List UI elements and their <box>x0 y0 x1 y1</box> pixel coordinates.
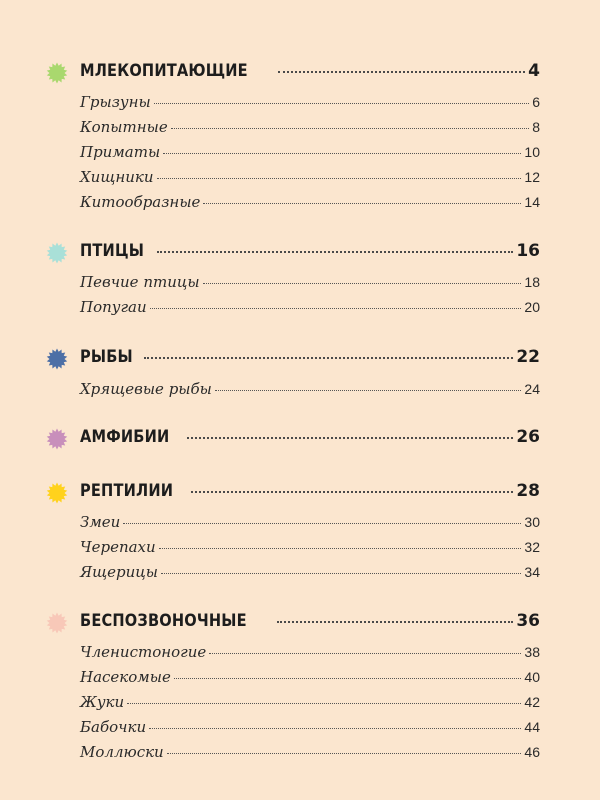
toc-entry[interactable] <box>80 513 540 531</box>
toc-entry[interactable] <box>80 143 540 161</box>
badge-shape <box>47 63 67 84</box>
dot-leader <box>157 251 513 253</box>
dot-leader <box>209 653 521 654</box>
section-badge-icon <box>46 242 68 264</box>
badge-shape <box>47 483 67 504</box>
entry-title: Бабочки <box>80 718 147 736</box>
toc-entry[interactable] <box>80 693 540 711</box>
entry-title: Змеи <box>80 513 121 531</box>
page-number: 44 <box>524 719 540 735</box>
dot-leader <box>171 128 529 129</box>
badge-shape <box>47 349 67 370</box>
page-number: 40 <box>524 669 540 685</box>
toc-entry[interactable] <box>80 718 540 736</box>
dot-leader <box>123 523 521 524</box>
toc-entry[interactable] <box>80 538 540 556</box>
section-badge-icon <box>46 612 68 634</box>
dot-leader <box>163 153 521 154</box>
dot-leader <box>167 753 522 754</box>
toc-entry[interactable] <box>80 380 540 398</box>
toc-section-mammals[interactable] <box>80 61 540 81</box>
page-number: 22 <box>516 347 540 367</box>
toc-entry[interactable] <box>80 298 540 316</box>
page-number: 38 <box>524 644 540 660</box>
page-number: 28 <box>516 481 540 501</box>
badge-shape <box>47 243 67 264</box>
entry-title: Копытные <box>80 118 168 136</box>
entry-title: Черепахи <box>80 538 156 556</box>
page-number: 32 <box>524 539 540 555</box>
entry-title: Жуки <box>80 693 125 711</box>
page-number: 26 <box>516 427 540 447</box>
entry-title: Членистоногие <box>80 643 207 661</box>
section-title: ПТИЦЫ <box>80 241 145 261</box>
toc-entry[interactable] <box>80 168 540 186</box>
section-title: МЛЕКОПИТАЮЩИЕ <box>80 61 248 81</box>
entry-title: Моллюски <box>80 743 164 761</box>
toc-section-birds[interactable] <box>80 241 540 261</box>
toc-section-reptiles[interactable] <box>80 481 540 501</box>
dot-leader <box>203 203 521 204</box>
page-number: 30 <box>524 514 540 530</box>
dot-leader <box>154 103 529 104</box>
dot-leader <box>215 390 522 391</box>
page-number: 34 <box>524 564 540 580</box>
dot-leader <box>157 178 522 179</box>
dot-leader <box>277 621 513 623</box>
dot-leader <box>161 573 521 574</box>
page-number: 14 <box>524 194 540 210</box>
dot-leader <box>127 703 521 704</box>
toc-entry[interactable] <box>80 643 540 661</box>
page-number: 36 <box>516 611 540 631</box>
section-title: АМФИБИИ <box>80 427 170 447</box>
dot-leader <box>187 437 513 439</box>
dot-leader <box>203 283 522 284</box>
toc-entry[interactable] <box>80 118 540 136</box>
entry-title: Насекомые <box>80 668 171 686</box>
page-number: 4 <box>528 61 540 81</box>
entry-title: Хищники <box>80 168 154 186</box>
badge-shape <box>47 429 67 450</box>
dot-leader <box>191 491 513 493</box>
toc-entry[interactable] <box>80 743 540 761</box>
page-number: 42 <box>524 694 540 710</box>
page-number: 8 <box>532 119 540 135</box>
page-number: 18 <box>524 274 540 290</box>
toc-entry[interactable] <box>80 273 540 291</box>
toc-section-invertebrates[interactable] <box>80 611 540 631</box>
page-number: 6 <box>532 94 540 110</box>
toc-entry[interactable] <box>80 93 540 111</box>
entry-title: Приматы <box>80 143 161 161</box>
page-number: 10 <box>524 144 540 160</box>
page-number: 20 <box>524 299 540 315</box>
section-title: РЫБЫ <box>80 347 133 367</box>
badge-shape <box>47 613 67 634</box>
section-badge-icon <box>46 482 68 504</box>
entry-title: Певчие птицы <box>80 273 200 291</box>
entry-title: Грызуны <box>80 93 151 111</box>
section-badge-icon <box>46 62 68 84</box>
section-badge-icon <box>46 348 68 370</box>
dot-leader <box>159 548 522 549</box>
dot-leader <box>144 357 513 359</box>
page-number: 24 <box>524 381 540 397</box>
toc-entry[interactable] <box>80 193 540 211</box>
page-number: 46 <box>524 744 540 760</box>
entry-title: Ящерицы <box>80 563 158 581</box>
toc-entry[interactable] <box>80 563 540 581</box>
toc-entry[interactable] <box>80 668 540 686</box>
dot-leader <box>174 678 522 679</box>
toc-section-fish[interactable] <box>80 347 540 367</box>
section-title: БЕСПОЗВОНОЧНЫЕ <box>80 611 247 631</box>
page-number: 12 <box>524 169 540 185</box>
dot-leader <box>149 728 521 729</box>
entry-title: Китообразные <box>80 193 201 211</box>
entry-title: Попугаи <box>80 298 147 316</box>
section-badge-icon <box>46 428 68 450</box>
entry-title: Хрящевые рыбы <box>80 380 212 398</box>
page-number: 16 <box>516 241 540 261</box>
toc-section-amphibians[interactable] <box>80 427 540 447</box>
dot-leader <box>150 308 522 309</box>
dot-leader <box>278 71 525 73</box>
section-title: РЕПТИЛИИ <box>80 481 174 501</box>
